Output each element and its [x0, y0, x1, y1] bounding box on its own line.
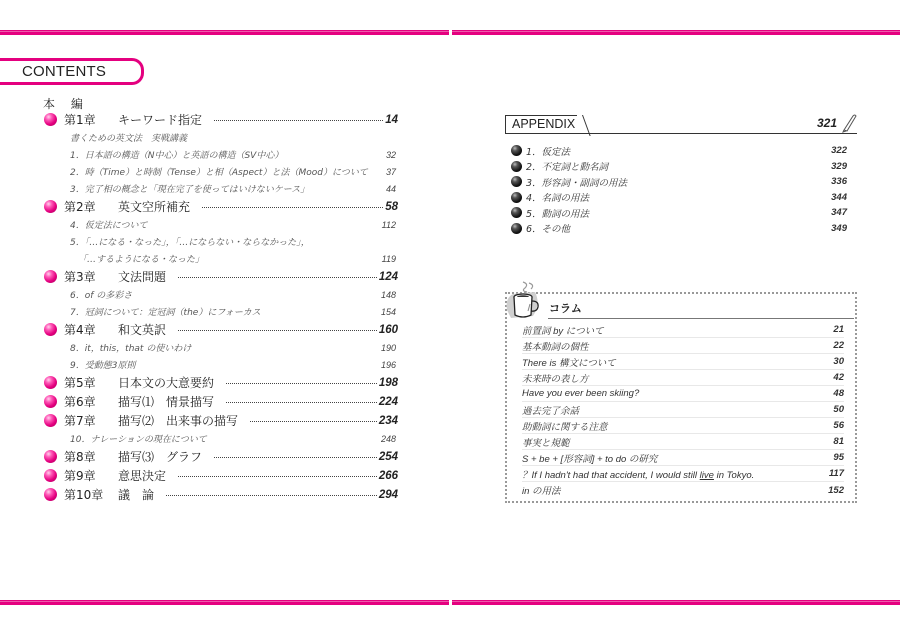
- bullet-icon: [44, 270, 57, 283]
- column-item-page: 22: [833, 340, 844, 351]
- appendix-item-page: 344: [831, 191, 847, 203]
- subsection-page: 119: [381, 253, 396, 264]
- column-item[interactable]: [522, 482, 844, 498]
- chapter-number: 第4章: [64, 323, 96, 337]
- column-item-page: 30: [833, 356, 844, 367]
- chapter-title: 日本文の大意要約: [118, 376, 215, 390]
- bottom-bar-right: [452, 600, 900, 605]
- subsection-row[interactable]: [44, 233, 398, 250]
- subsection-title: 書くための英文法 実戦講義: [70, 134, 188, 144]
- chapter-page: 198: [378, 376, 398, 389]
- chapter-page: 266: [378, 469, 398, 482]
- table-of-contents: [44, 110, 398, 504]
- subsection-row[interactable]: [44, 430, 398, 447]
- chapter-page: 294: [378, 488, 398, 501]
- column-item-title: 前置詞 by について: [522, 325, 604, 337]
- subsection-title: 3．完了相の概念と「現在完了を使ってはいけないケース」: [70, 185, 310, 195]
- column-item-title: ？If I hadn't had that accident, I would still live in Tokyo.: [522, 469, 755, 481]
- column-item-page: 42: [833, 372, 844, 383]
- column-item-title: in の用法: [522, 486, 561, 497]
- contents-title: CONTENTS: [22, 63, 107, 80]
- chapter-title: 和文英訳: [118, 323, 167, 337]
- chapter-number: 第9章: [64, 469, 96, 483]
- chapter-number: 第10章: [64, 488, 104, 502]
- bullet-icon: [44, 450, 57, 463]
- subsection-row[interactable]: [44, 216, 398, 233]
- subsection-page: 248: [380, 433, 396, 444]
- subsection-row[interactable]: [44, 146, 398, 163]
- chapter-page: 254: [378, 450, 398, 463]
- underlined-word: live: [699, 469, 714, 481]
- pen-icon: [841, 113, 857, 133]
- chapter-row[interactable]: [44, 447, 398, 466]
- appendix-header[interactable]: [505, 115, 857, 134]
- subsection-row[interactable]: [44, 286, 398, 303]
- dot-leader: [250, 421, 377, 422]
- column-item-title: There is 構文について: [522, 357, 616, 369]
- section-label: 本 編: [43, 97, 89, 111]
- subsection-title: 2．時（Time）と時制（Tense）と相（Aspect）と法（Mood）について: [70, 168, 368, 178]
- chapter-page: 58: [385, 200, 398, 213]
- bullet-icon: [511, 145, 522, 156]
- appendix-item-title: 1．仮定法: [526, 146, 571, 158]
- column-item[interactable]: [522, 450, 844, 466]
- subsection-row[interactable]: [44, 303, 398, 320]
- appendix-item-title: 3．形容詞・副詞の用法: [526, 177, 628, 189]
- column-title: コラム: [549, 302, 582, 315]
- chapter-title: 議 論: [118, 488, 155, 502]
- column-item-page: 117: [828, 468, 844, 479]
- bullet-icon: [44, 113, 57, 126]
- column-item-page: 152: [828, 484, 844, 496]
- column-item[interactable]: [522, 402, 844, 418]
- chapter-number: 第6章: [64, 395, 96, 409]
- subsection-page: 32: [385, 149, 396, 160]
- column-item-title: 基本動詞の個性: [522, 341, 589, 353]
- subsection-page: 112: [381, 219, 396, 230]
- appendix-item[interactable]: [511, 159, 847, 175]
- subsection-row[interactable]: [44, 129, 398, 146]
- appendix-tab: [505, 115, 577, 134]
- appendix-list: [511, 143, 847, 236]
- subsection-row[interactable]: [44, 356, 398, 373]
- subsection-page: 37: [385, 166, 396, 177]
- subsection-title: 4．仮定法について: [70, 221, 148, 231]
- chapter-row[interactable]: [44, 485, 398, 504]
- bullet-icon: [44, 488, 57, 501]
- subsection-page: 44: [385, 183, 396, 194]
- chapter-number: 第8章: [64, 450, 96, 464]
- bullet-icon: [44, 376, 57, 389]
- appendix-item-page: 336: [831, 176, 847, 188]
- subsection-title: 9．受動態3原則: [70, 361, 136, 371]
- dot-leader: [202, 207, 383, 208]
- column-item-page: 21: [833, 324, 844, 335]
- appendix-item[interactable]: [511, 174, 847, 190]
- bullet-icon: [44, 323, 57, 336]
- chapter-title: 描写⑴ 情景描写: [118, 395, 215, 409]
- appendix-rule: [505, 133, 857, 134]
- top-bar-right: [452, 30, 900, 35]
- subsection-title: 「…するようになる・なった」: [78, 255, 205, 265]
- dot-leader: [178, 277, 377, 278]
- chapter-row[interactable]: [44, 320, 398, 339]
- subsection-row[interactable]: [44, 339, 398, 356]
- appendix-item-page: 322: [831, 145, 847, 157]
- subsection-row[interactable]: [44, 250, 398, 267]
- chapter-number: 第3章: [64, 270, 96, 284]
- column-item-title: 過去完了余話: [522, 405, 580, 417]
- appendix-item-page: 329: [831, 160, 847, 172]
- dot-leader: [178, 476, 377, 477]
- column-item[interactable]: [522, 386, 844, 402]
- appendix-item[interactable]: [511, 143, 847, 159]
- appendix-page: 321: [816, 116, 837, 130]
- chapter-title: 意思決定: [118, 469, 167, 483]
- dot-leader: [166, 495, 377, 496]
- chapter-number: 第2章: [64, 200, 96, 214]
- chapter-page: 224: [378, 395, 398, 408]
- bullet-icon: [511, 207, 522, 218]
- chapter-title: 描写⑶ グラフ: [118, 450, 203, 464]
- appendix-item-title: 2．不定詞と動名詞: [526, 162, 609, 174]
- bullet-icon: [511, 176, 522, 187]
- column-item-page: 56: [833, 420, 844, 431]
- dot-leader: [178, 330, 377, 331]
- appendix-item[interactable]: [511, 221, 847, 237]
- chapter-title: 文法問題: [118, 270, 167, 284]
- chapter-title: 描写⑵ 出来事の描写: [118, 414, 239, 428]
- subsection-page: 196: [380, 359, 396, 370]
- subsection-row[interactable]: [44, 180, 398, 197]
- column-item-page: 50: [833, 404, 844, 415]
- column-list: [522, 322, 844, 498]
- appendix-item-title: 4．名詞の用法: [526, 193, 590, 205]
- subsection-page: 148: [380, 289, 396, 300]
- column-item-title: 助動詞に関する注意: [522, 421, 608, 433]
- appendix-item[interactable]: [511, 190, 847, 206]
- column-item-title: Have you ever been skiing?: [522, 388, 640, 399]
- chapter-page: 160: [378, 323, 398, 336]
- subsection-row[interactable]: [44, 163, 398, 180]
- subsection-page: 190: [380, 342, 396, 353]
- column-item-page: 81: [833, 436, 844, 447]
- chapter-row[interactable]: [44, 373, 398, 392]
- chapter-page: 234: [378, 414, 398, 427]
- chapter-number: 第5章: [64, 376, 96, 390]
- column-item-title: 未来時の表し方: [522, 373, 589, 385]
- chapter-title: キーワード指定: [118, 113, 203, 127]
- dot-leader: [226, 383, 377, 384]
- subsection-title: 10．ナレーションの現在について: [70, 435, 207, 445]
- column-item-page: 95: [833, 452, 844, 463]
- appendix-item[interactable]: [511, 205, 847, 221]
- contents-header: [0, 58, 144, 85]
- column-item[interactable]: [522, 354, 844, 370]
- chapter-row[interactable]: [44, 110, 398, 129]
- chapter-row[interactable]: [44, 197, 398, 216]
- column-item-title: S + be + [形容詞] + to do の研究: [522, 453, 658, 465]
- column-item-page: 48: [833, 388, 844, 399]
- subsection-title: 7．冠詞について：定冠詞（the）にフォーカス: [70, 308, 261, 318]
- bullet-icon: [44, 469, 57, 482]
- column-item[interactable]: [522, 466, 844, 482]
- appendix-item-page: 347: [831, 207, 847, 219]
- bullet-icon: [44, 200, 57, 213]
- appendix-title: APPENDIX: [512, 117, 576, 131]
- bullet-icon: [44, 414, 57, 427]
- column-item[interactable]: [522, 370, 844, 386]
- chapter-row[interactable]: [44, 411, 398, 430]
- chapter-page: 124: [378, 270, 398, 283]
- chapter-page: 14: [385, 113, 398, 126]
- column-rule: [548, 318, 854, 319]
- bullet-icon: [44, 395, 57, 408]
- chapter-row[interactable]: [44, 392, 398, 411]
- appendix-item-page: 349: [831, 222, 847, 234]
- column-item[interactable]: [522, 322, 844, 338]
- appendix-item-title: 6．その他: [526, 224, 571, 236]
- bottom-bar-left: [0, 600, 449, 605]
- subsection-title: 1．日本語の構造（N中心）と英語の構造（SV中心）: [70, 151, 284, 161]
- bullet-icon: [511, 161, 522, 172]
- appendix-item-title: 5．動詞の用法: [526, 208, 590, 220]
- chapter-title: 英文空所補充: [118, 200, 191, 214]
- column-item[interactable]: [522, 338, 844, 354]
- dot-leader: [226, 402, 377, 403]
- chapter-row[interactable]: [44, 267, 398, 286]
- subsection-page: 154: [380, 306, 396, 317]
- column-item[interactable]: [522, 418, 844, 434]
- chapter-number: 第1章: [64, 113, 96, 127]
- dot-leader: [214, 120, 383, 121]
- chapter-number: 第7章: [64, 414, 96, 428]
- dot-leader: [214, 457, 377, 458]
- top-bar-left: [0, 30, 449, 35]
- coffee-mug-icon: [505, 280, 549, 320]
- column-item-title: 事実と規範: [522, 437, 570, 449]
- chapter-row[interactable]: [44, 466, 398, 485]
- column-item[interactable]: [522, 434, 844, 450]
- subsection-title: 5．「…になる・なった」，「…にならない・ならなかった」，: [70, 238, 310, 248]
- subsection-title: 8．it，this，that の使いわけ: [70, 344, 192, 354]
- bullet-icon: [511, 192, 522, 203]
- bullet-icon: [511, 223, 522, 234]
- subsection-title: 6．of の多彩さ: [70, 291, 133, 301]
